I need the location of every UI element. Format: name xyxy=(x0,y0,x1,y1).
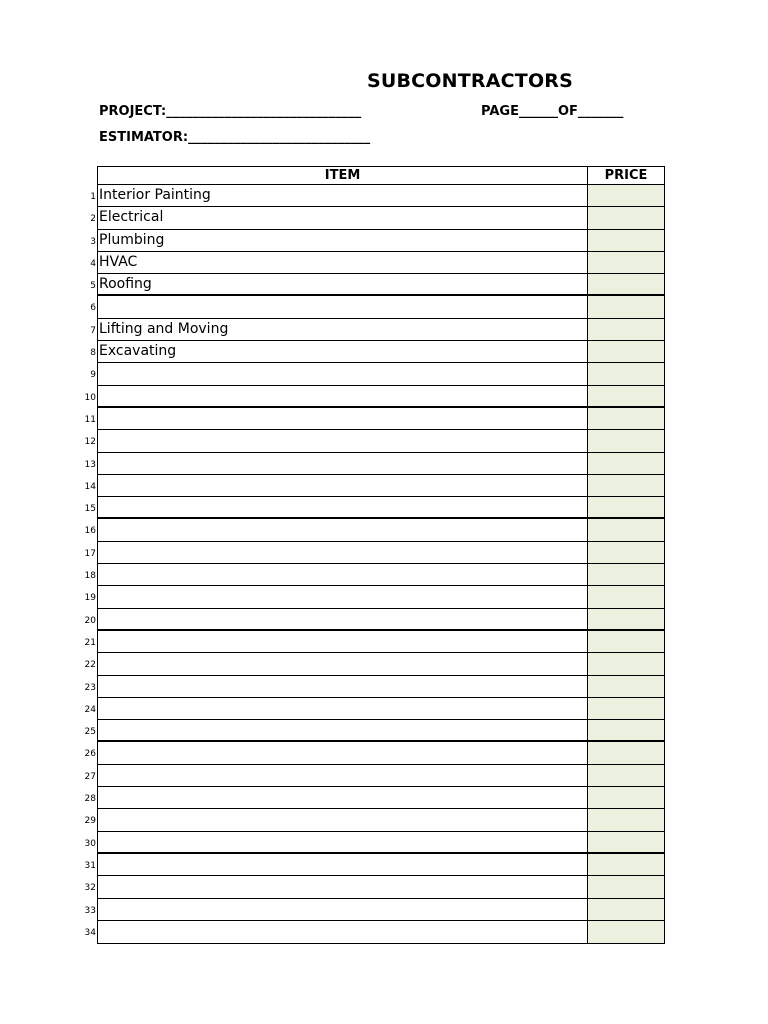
item-cell[interactable] xyxy=(98,899,588,920)
table-row xyxy=(84,832,664,854)
row-number: 1 xyxy=(90,192,96,202)
item-cell[interactable] xyxy=(98,542,588,563)
row-number: 28 xyxy=(84,794,96,805)
item-cell[interactable] xyxy=(98,787,588,808)
table-row xyxy=(90,319,664,341)
row-number: 5 xyxy=(90,281,96,292)
row-number: 24 xyxy=(84,704,96,715)
price-cell[interactable] xyxy=(588,698,664,719)
item-cell[interactable] xyxy=(98,386,588,406)
row-number: 4 xyxy=(90,258,96,269)
row-number: 32 xyxy=(84,883,96,894)
row-number: 25 xyxy=(84,727,96,738)
row-number: 13 xyxy=(84,459,96,470)
item-cell[interactable] xyxy=(98,765,588,786)
row-number: 31 xyxy=(84,860,96,871)
row-number: 18 xyxy=(84,571,96,582)
table-row xyxy=(84,742,664,764)
table-row xyxy=(84,430,664,452)
price-cell[interactable] xyxy=(588,296,664,317)
row-number: 9 xyxy=(90,370,96,381)
price-cell[interactable] xyxy=(588,609,664,629)
item-cell[interactable] xyxy=(98,809,588,830)
row-number: 10 xyxy=(84,392,96,403)
page-of-field[interactable]: PAGE______OF_______ xyxy=(481,104,624,119)
item-cell[interactable] xyxy=(98,430,588,451)
row-number: 34 xyxy=(84,927,96,938)
table-row xyxy=(84,876,664,898)
item-cell[interactable]: Electrical xyxy=(98,207,588,228)
item-cell[interactable] xyxy=(98,475,588,496)
row-number: 14 xyxy=(84,481,96,492)
price-cell[interactable] xyxy=(588,319,664,340)
page-title: SUBCONTRACTORS xyxy=(366,70,574,92)
item-cell[interactable]: Roofing xyxy=(98,274,588,294)
item-cell[interactable] xyxy=(98,720,588,740)
price-cell[interactable] xyxy=(588,787,664,808)
table-header-row xyxy=(98,167,664,185)
price-cell[interactable] xyxy=(588,542,664,563)
table-row xyxy=(84,809,664,831)
price-column-header: PRICE xyxy=(604,168,648,183)
price-cell[interactable] xyxy=(588,676,664,697)
row-number: 17 xyxy=(84,548,96,559)
item-cell[interactable]: Interior Painting xyxy=(98,185,588,206)
item-cell[interactable] xyxy=(98,497,588,517)
table-row xyxy=(84,519,664,541)
table-row xyxy=(84,586,664,608)
table-row xyxy=(84,854,664,876)
row-number: 30 xyxy=(84,838,96,849)
table-row xyxy=(84,676,664,698)
row-number: 33 xyxy=(84,905,96,916)
price-cell[interactable] xyxy=(588,207,664,228)
project-field[interactable]: PROJECT:______________________________ xyxy=(99,104,362,119)
row-number: 15 xyxy=(84,504,96,515)
table-row xyxy=(84,475,664,497)
price-cell[interactable] xyxy=(588,386,664,406)
item-cell[interactable] xyxy=(98,296,588,317)
price-cell[interactable] xyxy=(588,519,664,540)
item-cell[interactable]: Excavating xyxy=(98,341,588,362)
price-cell[interactable] xyxy=(588,832,664,852)
row-number: 21 xyxy=(84,637,96,648)
row-number: 2 xyxy=(90,214,96,225)
item-cell[interactable] xyxy=(98,609,588,629)
price-cell[interactable] xyxy=(588,230,664,251)
item-cell[interactable] xyxy=(98,453,588,474)
item-cell[interactable] xyxy=(98,564,588,585)
row-number: 3 xyxy=(90,236,96,247)
price-cell[interactable] xyxy=(588,899,664,920)
row-number: 29 xyxy=(84,816,96,827)
estimator-field[interactable]: ESTIMATOR:____________________________ xyxy=(99,130,371,145)
table-row xyxy=(84,609,664,631)
price-cell[interactable] xyxy=(588,252,664,273)
row-number: 11 xyxy=(84,414,96,425)
item-cell[interactable] xyxy=(98,586,588,607)
price-cell[interactable] xyxy=(588,921,664,943)
price-cell[interactable] xyxy=(588,408,664,429)
table-body xyxy=(84,185,664,943)
row-number: 26 xyxy=(84,749,96,760)
price-cell[interactable] xyxy=(588,363,664,384)
item-cell[interactable] xyxy=(98,921,588,943)
price-cell[interactable] xyxy=(588,876,664,897)
price-cell[interactable] xyxy=(588,453,664,474)
table-row xyxy=(90,363,664,385)
table-row xyxy=(90,207,664,229)
price-cell[interactable] xyxy=(588,185,664,206)
row-number: 8 xyxy=(90,348,96,359)
price-cell[interactable] xyxy=(588,742,664,763)
subcontractors-table xyxy=(84,166,665,944)
item-cell[interactable] xyxy=(98,698,588,719)
price-cell[interactable] xyxy=(588,720,664,740)
table-row xyxy=(90,296,664,318)
row-number: 20 xyxy=(84,615,96,626)
item-cell[interactable] xyxy=(98,676,588,697)
price-cell[interactable] xyxy=(588,765,664,786)
row-number: 12 xyxy=(84,437,96,448)
price-cell[interactable] xyxy=(588,564,664,585)
table-row xyxy=(90,274,664,296)
table-row xyxy=(84,653,664,675)
table-row xyxy=(84,787,664,809)
table-row xyxy=(84,765,664,787)
table-row xyxy=(90,185,664,207)
price-cell[interactable] xyxy=(588,341,664,362)
row-number: 27 xyxy=(84,771,96,782)
table-row xyxy=(84,720,664,742)
price-cell[interactable] xyxy=(588,586,664,607)
item-cell[interactable] xyxy=(98,519,588,540)
price-cell[interactable] xyxy=(588,854,664,875)
item-cell[interactable] xyxy=(98,631,588,652)
item-cell[interactable] xyxy=(98,876,588,897)
item-cell[interactable] xyxy=(98,854,588,875)
item-cell[interactable] xyxy=(98,742,588,763)
item-cell[interactable] xyxy=(98,363,588,384)
table-row xyxy=(84,386,664,408)
price-cell[interactable] xyxy=(588,430,664,451)
row-number: 16 xyxy=(84,526,96,537)
table-row xyxy=(84,564,664,586)
table-row xyxy=(84,408,664,430)
table-row xyxy=(84,631,664,653)
table-row xyxy=(84,497,664,519)
price-cell[interactable] xyxy=(588,653,664,674)
row-number: 7 xyxy=(90,325,96,336)
table-row xyxy=(84,453,664,475)
price-cell[interactable] xyxy=(588,274,664,294)
price-cell[interactable] xyxy=(588,475,664,496)
table-row xyxy=(90,252,664,274)
item-cell[interactable]: HVAC xyxy=(98,252,588,273)
price-cell[interactable] xyxy=(588,497,664,517)
row-number: 23 xyxy=(84,682,96,693)
item-cell[interactable]: Lifting and Moving xyxy=(98,319,588,340)
table-row xyxy=(84,899,664,921)
table-row xyxy=(84,921,664,943)
price-cell[interactable] xyxy=(588,631,664,652)
table-row xyxy=(84,542,664,564)
item-cell[interactable]: Plumbing xyxy=(98,230,588,251)
table-row xyxy=(90,230,664,252)
item-cell[interactable] xyxy=(98,408,588,429)
item-column-header: ITEM xyxy=(98,167,588,184)
item-cell[interactable] xyxy=(98,653,588,674)
row-number: 19 xyxy=(84,593,96,604)
row-number: 6 xyxy=(90,303,96,314)
row-number: 22 xyxy=(84,660,96,671)
price-cell[interactable] xyxy=(588,809,664,830)
item-cell[interactable] xyxy=(98,832,588,852)
table-row xyxy=(84,698,664,720)
table-row xyxy=(90,341,664,363)
